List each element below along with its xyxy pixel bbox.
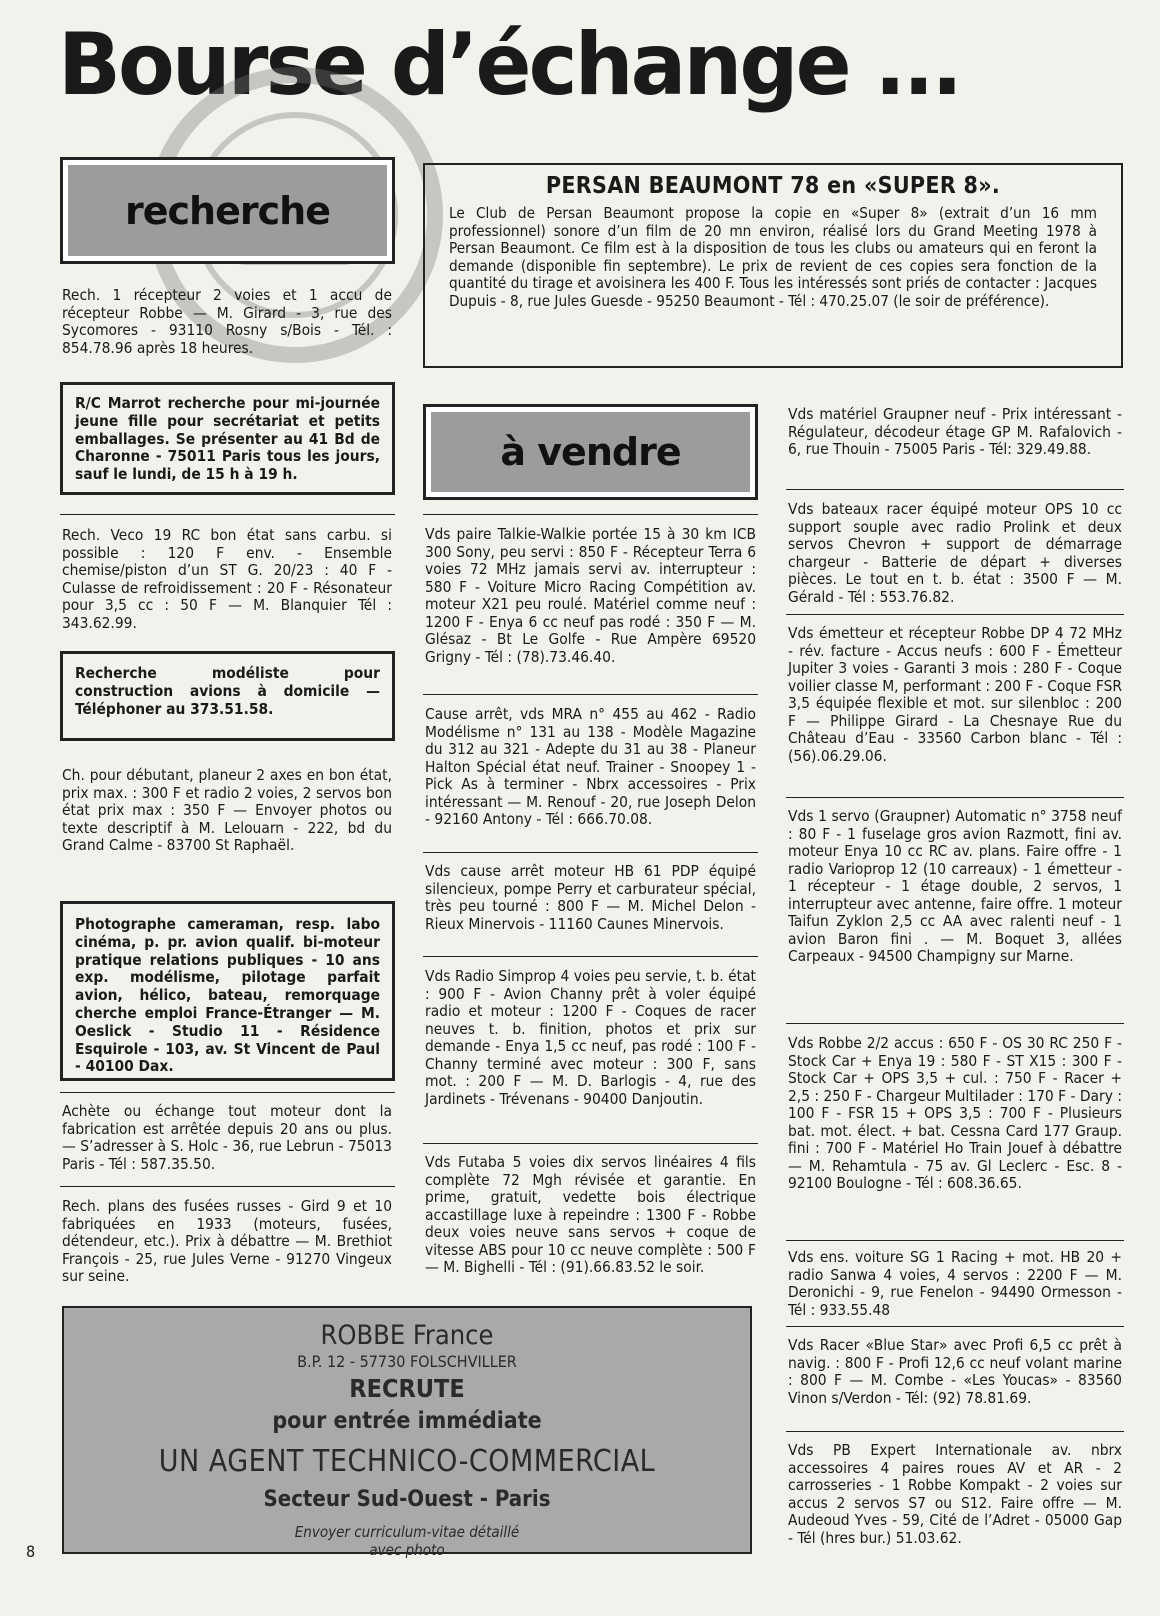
ad-recherche-2: R/C Marrot recherche pour mi-journée jeune fille pour secrétariat et petits emballages. Se présenter au 41 Bd de Charonne - 75011 Paris tous les jours, sauf le lundi, de 15 h à 19 h. [75, 394, 380, 484]
separator [423, 1143, 758, 1144]
ad-recherche-5: Ch. pour débutant, planeur 2 axes en bon état, prix max. : 300 F et radio 2 voies, 2 servos bon état prix max : 350 F — Envoyer photos ou texte descriptif à M. Lelouarn - 222, bd du Grand Calme - 83700 St Raphaël. [62, 766, 392, 854]
page-title: Bourse d’échange ... [58, 15, 961, 115]
ad-vendre-8: Vds émetteur et récepteur Robbe DP 4 72 MHz - rév. facture - Accus neufs : 600 F - Émetteur Jupiter 3 voies - Garanti 3 mois : 280 F - Coque voilier classe M, performant : 200 F - Coque FSR 3,5 équipée flexible et mot. sur silenbloc : 200 F — Philippe Girard - La Chesnaye Rue du Château d’Eau - 33560 Carbon blanc - Tél : (56).06.29.06. [788, 624, 1122, 765]
persan-heading: PERSAN BEAUMONT 78 en «SUPER 8». [545, 173, 1001, 199]
robbe-envoyer: Envoyer curriculum-vitae détaillé [294, 1523, 520, 1542]
ad-vendre-7: Vds bateaux racer équipé moteur OPS 10 cc support souple avec radio Prolink et deux servos Chevron + support de démarrage chargeur - Batterie de départ + diverses pièces. Le tout en t. b. état : 3500 F — M. Gérald - Tél : 553.76.82. [788, 500, 1122, 606]
separator [786, 1240, 1124, 1241]
ad-vendre-10: Vds Robbe 2/2 accus : 650 F - OS 30 RC 250 F - Stock Car + Enya 19 : 580 F - ST X15 : 300 F - Stock Car + OPS 3,5 + cul. : 750 F - Racer + 2,5 : 250 F - Chargeur Multilader : 170 F - Dary : 100 F - FSR 15 + OPS 3,5 : 700 F - Plusieurs bat. mot. élect. + bat. Cessna Card 177 Graup. fini : 700 F - Matériel Ho Train Jouef à débattre — M. Rehamtula - 75 av. Gl Leclerc - Esc. 8 - 92100 Boulogne - Tél : 608.36.65. [788, 1034, 1122, 1192]
ad-recherche-1: Rech. 1 récepteur 2 voies et 1 accu de récepteur Robbe — M. Girard - 3, rue des Sycomores - 93110 Rosny s/Bois - Tél. : 854.78.96 après 18 heures. [62, 286, 392, 357]
robbe-address: B.P. 12 - 57730 FOLSCHVILLER [297, 1352, 517, 1372]
ad-vendre-2: Cause arrêt, vds MRA n° 455 au 462 - Radio Modélisme n° 131 au 138 - Modèle Magazine du 312 au 321 - Adepte du 31 au 38 - Planeur Halton Spécial état neuf. Trainer - Snoopey 1 - Pick As à terminer - Nbrx accessoires - Prix intéressant — M. Renouf - 20, rue Joseph Delon - 92160 Antony - Tél : 666.70.08. [425, 705, 756, 828]
ad-vendre-4: Vds Radio Simprop 4 voies peu servie, t. b. état : 900 F - Avion Channy prêt à voler équipé radio et moteur : 1200 F - Coques de racer neuves t. b. finition, photos et prix sur demande - Enya 1,5 cc neuf, pas rodé : 100 F - Channy terminé avec moteur : 300 F, sans mot. : 200 F — M. D. Barlogis - 4, rue des Jardinets - Trévenans - 90400 Danjoutin. [425, 967, 756, 1108]
ad-vendre-6: Vds matériel Graupner neuf - Prix intéressant - Régulateur, décodeur étage GP M. Rafalovich - 6, rue Thouin - 75005 Paris - Tél: 329.49.88. [788, 405, 1122, 458]
ad-recherche-8: Rech. plans des fusées russes - Gird 9 et 10 fabriquées en 1933 (moteurs, fusées, détendeur, etc.). Prix à débattre — M. Brethiot François - 25, rue Jules Verne - 91270 Vingeux sur seine. [62, 1197, 392, 1285]
ad-vendre-1: Vds paire Talkie-Walkie portée 15 à 30 km ICB 300 Sony, peu servi : 850 F - Récepteur Terra 6 voies 72 MHz jamais servi av. interrupteur : 580 F - Voiture Micro Racing Compétition av. moteur X21 peu roulé. Matériel comme neuf : 1200 F - Enya 6 cc neuf pas rodé : 350 F — M. Glésaz - Bt Le Golfe - Rue Ampère 69520 Grigny - Tél : (78).73.46.40. [425, 525, 756, 666]
ad-recherche-7: Achète ou échange tout moteur dont la fabrication est arrêtée depuis 20 ans ou plus. — S’adresser à S. Holc - 36, rue Lebrun - 75013 Paris - Tél : 587.35.50. [62, 1102, 392, 1173]
separator [423, 956, 758, 957]
persan-text: Le Club de Persan Beaumont propose la copie en «Super 8» (extrait d’un 16 mm professionnel) sonore d’un film de 20 mn environ, réalisé lors du Grand Meeting 1978 à Persan Beaumont. Ce film est à la disposition de tous les clubs ou amateurs qui en feront la demande (disponible fin septembre). Le prix de revient de ces copies sera fonction de la quantité du tirage et avoisinera les 400 F. Tous les intéressés sont priés de contacter : Jacques Dupuis - 8, rue Jules Guesde - 95250 Beaumont - Tél : 470.25.07 (le soir de préférence). [449, 204, 1097, 310]
separator [786, 1431, 1124, 1432]
robbe-entree: pour entrée immédiate [272, 1408, 542, 1435]
robbe-company: ROBBE France [320, 1320, 494, 1351]
robbe-recruitment-ad [62, 1306, 752, 1559]
ad-vendre-3: Vds cause arrêt moteur HB 61 PDP équipé silencieux, pompe Perry et carburateur spécial, très peu tourné : 800 F — M. Michel Delon - Rieux Minervois - 11160 Caunes Minervois. [425, 862, 756, 933]
recherche-header [60, 157, 395, 264]
persan-beaumont-box [423, 163, 1123, 368]
ad-recherche-3: Rech. Veco 19 RC bon état sans carbu. si possible : 120 F env. - Ensemble chemise/piston d’un ST G. 20/23 : 40 F - Culasse de refroidissement : 20 F - Résonateur pour 3,5 cc : 50 F — M. Blanquier Tél : 343.62.99. [62, 526, 392, 632]
robbe-photo: avec photo [369, 1540, 445, 1559]
separator [786, 614, 1124, 615]
separator [423, 514, 758, 515]
ad-vendre-11: Vds ens. voiture SG 1 Racing + mot. HB 20 + radio Sanwa 4 voies, 4 servos : 2200 F — M. Deronichi - 9, rue Fenelon - 94490 Ormesson - Tél : 933.55.48 [788, 1248, 1122, 1319]
separator [423, 852, 758, 853]
ad-vendre-12: Vds Racer «Blue Star» avec Profi 6,5 cc prêt à navig. : 800 F - Profi 12,6 cc neuf volant marine : 800 F — M. Combe - «Les Youcas» - 83560 Vinon s/Verdon - Tél: (92) 78.81.69. [788, 1336, 1122, 1407]
ad-recherche-4: Recherche modéliste pour construction avions à domicile — Téléphoner au 373.51.58. [75, 664, 380, 718]
ad-recherche-6: Photographe cameraman, resp. labo cinéma, p. pr. avion qualif. bi-moteur pratique relations publiques - 10 ans exp. modélisme, pilotage parfait avion, hélico, bateau, remorquage cherche emploi France-Étranger — M. Oeslick - Studio 11 - Résidence Esquirole - 103, av. St Vincent de Paul - 40100 Dax. [75, 915, 380, 1076]
robbe-agent: UN AGENT TECHNICO-COMMERCIAL [158, 1443, 656, 1479]
separator [786, 797, 1124, 798]
ad-box-marrot [60, 382, 395, 495]
separator [786, 1023, 1124, 1024]
ad-box-photographe [60, 901, 395, 1081]
separator [786, 489, 1124, 490]
separator [60, 1186, 395, 1187]
ad-box-modeliste [60, 651, 395, 741]
robbe-recrute: RECRUTE [349, 1374, 465, 1404]
separator [60, 1092, 395, 1093]
ad-vendre-13: Vds PB Expert Internationale av. nbrx accessoires 4 paires roues AV et AR - 2 carrosseries - 1 Robbe Kompakt - 2 voies sur accus 2 servos S7 ou S12. Faire offre — M. Audeoud Yves - 59, Cité de l’Adret - 05000 Gap - Tél (hres bur.) 51.03.62. [788, 1441, 1122, 1547]
separator [60, 514, 395, 515]
a-vendre-heading: à vendre [500, 430, 681, 474]
separator [786, 1326, 1124, 1327]
a-vendre-header [423, 404, 758, 500]
ad-vendre-5: Vds Futaba 5 voies dix servos linéaires 4 fils complète 72 Mgh révisée et garantie. En prime, gratuit, vedette bois électrique accastillage luxe à repeindre : 1300 F - Robbe deux voies neuve sans servos + coque de vitesse ABS pour 10 cc neuve complète : 500 F — M. Bighelli - Tél : (91).66.83.52 le soir. [425, 1153, 756, 1276]
recherche-heading: recherche [125, 188, 330, 233]
separator [423, 694, 758, 695]
page-number: 8 [26, 1542, 36, 1561]
robbe-secteur: Secteur Sud-Ouest - Paris [263, 1487, 551, 1513]
ad-vendre-9: Vds 1 servo (Graupner) Automatic n° 3758 neuf : 80 F - 1 fuselage gros avion Razmott, fini av. moteur Enya 10 cc RC av. plans. Faire offre - 1 radio Varioprop 12 (10 carreaux) - 1 émetteur - 1 récepteur - 1 étage double, 2 servos, 1 interrupteur avec antenne, faire offre. 1 moteur Taifun Zyklon 2,5 cc AA avec ralenti neuf - 1 avion Baron fini . — M. Boquet 3, allées Carpeaux - 94500 Champigny sur Marne. [788, 807, 1122, 965]
